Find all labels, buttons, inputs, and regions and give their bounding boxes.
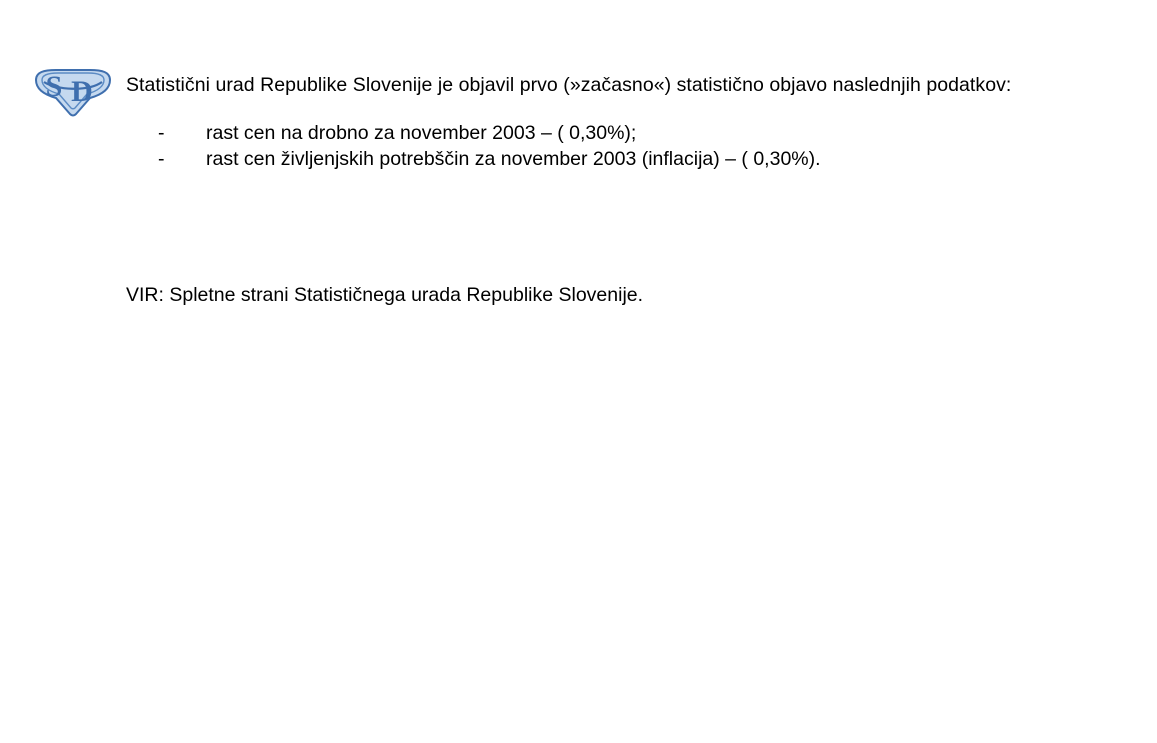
bullet-marker: - — [158, 148, 165, 170]
bullet-text: rast cen na drobno za november 2003 – ( 0,30%); — [206, 122, 637, 144]
bullet-list — [126, 120, 1126, 172]
svg-text:D: D — [71, 75, 93, 108]
list-item — [158, 120, 1126, 146]
intro-paragraph: Statistični urad Republike Slovenije je objavil prvo (»začasno«) statistično objavo naslednjih podatkov: — [126, 74, 1012, 96]
slide-body — [126, 72, 1126, 172]
bullet-text: rast cen življenjskih potrebščin za november 2003 (inflacija) – ( 0,30%). — [206, 148, 821, 170]
sd-shield-logo-icon — [30, 68, 116, 118]
svg-text:S: S — [45, 70, 63, 103]
source-line: VIR: Spletne strani Statističnega urada Republike Slovenije. — [126, 284, 644, 306]
list-item — [158, 146, 1126, 172]
bullet-marker: - — [158, 122, 165, 144]
